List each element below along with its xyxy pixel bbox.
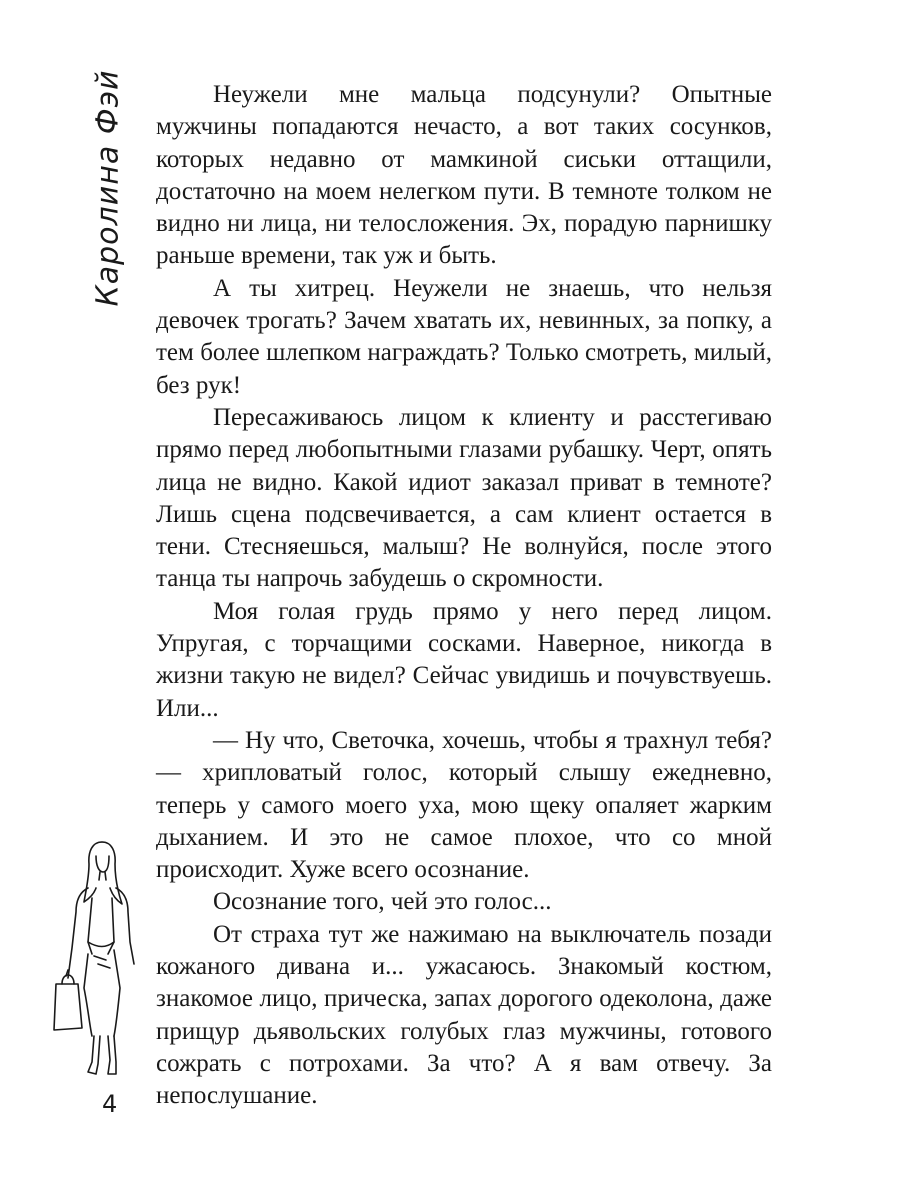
author-running-head	[68, 69, 148, 307]
paragraph: Моя голая грудь прямо у него перед лицом. Упругая, с торчащими сосками. Наверное, никогда в жизни такую не видел? Сейчас увидишь и почувствуешь. Или...	[156, 597, 772, 722]
paragraph: А ты хитрец. Неужели не знаешь, что нельзя девочек трогать? Зачем хватать их, невинных, за попку, а тем более шлепком награждать? Только смотреть, милый, без рук!	[156, 274, 772, 399]
paragraph: — Ну что, Светочка, хочешь, чтобы я трахнул тебя? — хрипловатый голос, который слышу ежедневно, теперь у самого моего уха, мою щеку опаляет жарким дыханием. И это не самое плохое, что со мной происходит. Хуже всего осознание.	[156, 726, 772, 884]
body-text	[156, 79, 772, 1113]
paragraph: От страха тут же нажимаю на выключатель позади кожаного дивана и... ужасаюсь. Знакомый костюм, знакомое лицо, прическа, запах дорогого одеколона, даже прищур дьявольских голубых глаз мужчины, готового сожрать с потрохами. За что? А я вам отвечу. За непослушание.	[156, 920, 772, 1110]
paragraph: Неужели мне мальца подсунули? Опытные мужчины попадаются нечасто, а вот таких сосунков, которых недавно от мамкиной сиськи оттащили, достаточно на моем нелегком пути. В темноте толком не видно ни лица, ни телосложения. Эх, порадую парнишку раньше времени, так уж и быть.	[156, 81, 772, 270]
paragraph: Осознание того, чей это голос...	[213, 888, 552, 916]
author-name: Каролина Фэй	[90, 69, 126, 307]
page-number: 4	[102, 1090, 118, 1118]
paragraph: Пересаживаюсь лицом к клиенту и расстегиваю прямо перед любопытными глазами рубашку. Черт, опять лица не видно. Какой идиот заказал приват в темноте? Лишь сцена подсвечивается, а сам клиент остается в тени. Стесняешься, малыш? Не волнуйся, после этого танца ты напрочь забудешь о скромности.	[156, 403, 772, 593]
woman-with-shopping-bag-icon	[48, 838, 160, 1084]
